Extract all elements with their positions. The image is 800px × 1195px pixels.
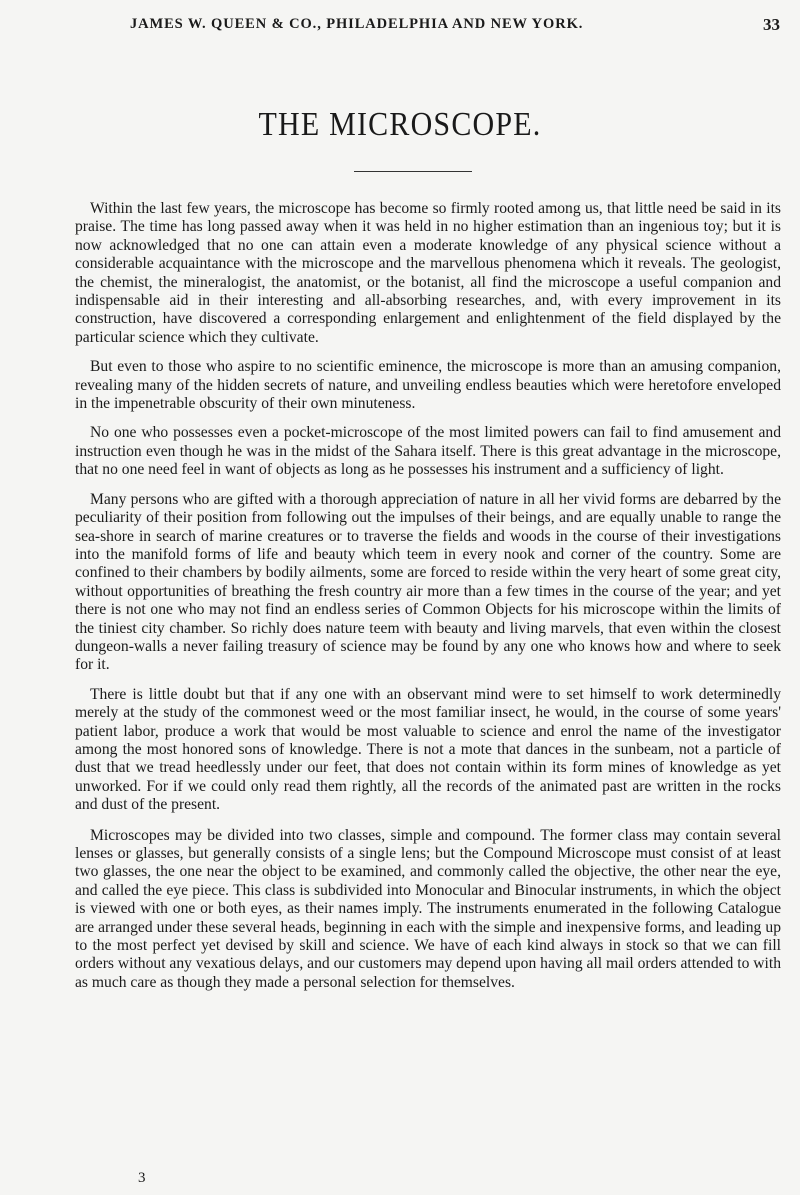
- signature-mark: 3: [138, 1170, 146, 1186]
- paragraph: But even to those who aspire to no scientific eminence, the microscope is more than an amusing companion, revealing many of the hidden secrets of nature, and unveiling endless beauties which were heretofore enveloped in the impenetrable obscurity of their own minuteness.: [75, 358, 781, 413]
- paragraph: Within the last few years, the microscope has become so firmly rooted among us, that little need be said in its praise. The time has long passed away when it was held in no higher estimation than an ingenious toy; but it is now acknowledged that no one can attain even a moderate knowledge of any physical science without a considerable acquaintance with the microscope and the marvellous phenomena which it reveals. The geologist, the chemist, the mineralogist, the anatomist, or the botanist, all find the microscope a useful companion and indispensable aid in their interesting and all-absorbing researches, and, with every improvement in its construction, have discovered a corresponding enlargement and enlightenment of the field displayed by the particular science which they cultivate.: [75, 200, 781, 346]
- paragraph: Microscopes may be divided into two classes, simple and compound. The former class may contain several lenses or glasses, but generally consists of a single lens; but the Compound Microscope must consist of at least two glasses, the one near the object to be examined, and commonly called the objective, the other near the eye, and called the eye piece. This class is subdivided into Monocular and Binocular instruments, in which the object is viewed with one or both eyes, as their names imply. The instruments enumerated in the following Catalogue are arranged under these several heads, beginning in each with the simple and inexpensive forms, and leading up to the most perfect yet devised by skill and science. We have of each kind always in stock so that we can fill orders without any vexatious delays, and our customers may depend upon having all mail orders attended to with as much care as though they made a personal selection for themselves.: [75, 826, 781, 991]
- paragraph: There is little doubt but that if any one with an observant mind were to set himself to work determinedly merely at the study of the commonest weed or the most familiar insect, he would, in the course of some years' patient labor, produce a work that would be most valuable to science and enrol the name of the investigator among the most honored sons of knowledge. There is not a mote that dances in the sunbeam, not a particle of dust that we tread heedlessly under our feet, that does not contain within its form mines of knowledge as yet unworked. For if we could only read them rightly, all the records of the animated past are written in the rocks and dust of the present.: [75, 685, 781, 814]
- page-number: 33: [763, 15, 780, 34]
- paragraph: Many persons who are gifted with a thorough appreciation of nature in all her vivid forms are debarred by the peculiarity of their position from following out the impulses of their beings, and are equally unable to range the sea-shore in search of marine creatures or to traverse the fields and woods in the course of their investigations into the manifold forms of life and beauty which teem in every nook and corner of the country. Some are confined to their chambers by bodily ailments, some are forced to reside within the very heart of some great city, without opportunities of breathing the fresh country air more than a few times in the course of the year; and yet there is not one who may not find an endless series of Common Objects for his microscope within the limits of the tiniest city chamber. So richly does nature teem with beauty and living marvels, that even within the closest dungeon-walls a never failing treasury of science may be found by any one who knows how and where to seek for it.: [75, 490, 781, 674]
- running-head: [130, 16, 780, 33]
- page-title: THE MICROSCOPE.: [258, 105, 542, 143]
- article-body: [75, 200, 781, 992]
- paragraph: No one who possesses even a pocket-microscope of the most limited powers can fail to find amusement and instruction even though he was in the midst of the Sahara itself. There is this great advantage in the microscope, that no one need feel in want of objects as long as he possesses his instrument and a sufficiency of light.: [75, 424, 781, 479]
- running-head-text: JAMES W. QUEEN & CO., PHILADELPHIA AND NEW YORK.: [130, 16, 584, 32]
- title-divider: [354, 171, 472, 172]
